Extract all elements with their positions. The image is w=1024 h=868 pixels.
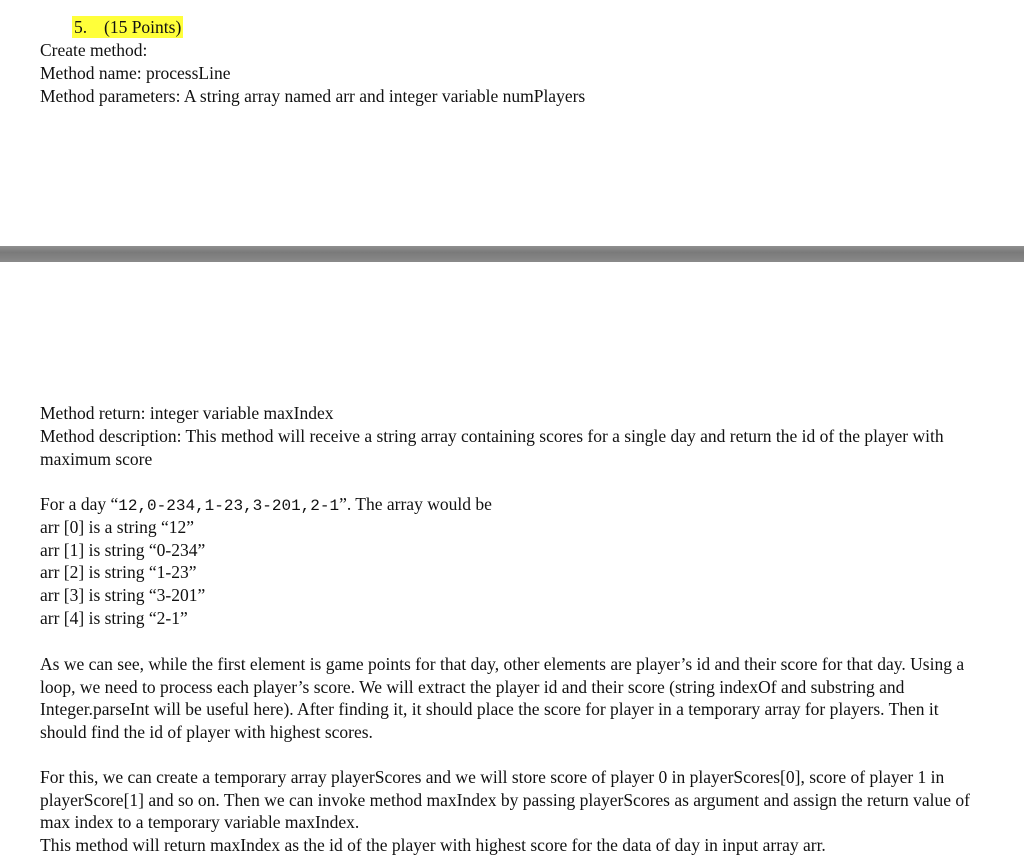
example-code: 12,0-234,1-23,3-201,2-1 (118, 497, 340, 515)
method-parameters: Method parameters: A string array named arr and integer variable numPlayers (40, 86, 586, 106)
paragraph-return: This method will return maxIndex as the id of the player with highest score for the data of day in input array arr. (40, 835, 826, 855)
create-method-label: Create method: (40, 40, 148, 60)
method-description: Method description: This method will receive a string array containing scores for a single day and return the id of the player with maximum score (40, 426, 944, 469)
question-points: (15 Points) (104, 17, 182, 37)
method-return: Method return: integer variable maxIndex (40, 403, 334, 423)
example-line: arr [0] is a string “12” (40, 517, 195, 537)
question-heading-highlight (72, 16, 183, 38)
question-number: 5. (74, 17, 88, 37)
example-line: arr [2] is string “1-23” (40, 562, 197, 582)
example-line: arr [1] is string “0-234” (40, 540, 206, 560)
paragraph-processing: As we can see, while the first element is game points for that day, other elements are player’s id and their score for that day. Using a loop, we need to process each player’s score. We will extract the player id and their score (string indexOf and substring and Integer.parseInt will be useful here). After finding it, it should place the score for player in a temporary array for players. Then it should find the id of player with highest scores. (40, 654, 965, 742)
page-break-divider (0, 246, 1024, 262)
page-top (0, 0, 1024, 246)
paragraph-temp-array: For this, we can create a temporary array playerScores and we will store score of player 0 in playerScores[0], score of player 1 in playerScore[1] and so on. Then we can invoke method maxIndex by passing playerScores as argument and assign the return value of max index to a temporary variable maxIndex. (40, 767, 970, 833)
example-intro: For a day “12,0-234,1-23,3-201,2-1”. The array would be (40, 494, 492, 515)
method-name: Method name: processLine (40, 63, 231, 83)
example-line: arr [4] is string “2-1” (40, 608, 188, 628)
example-line: arr [3] is string “3-201” (40, 585, 206, 605)
